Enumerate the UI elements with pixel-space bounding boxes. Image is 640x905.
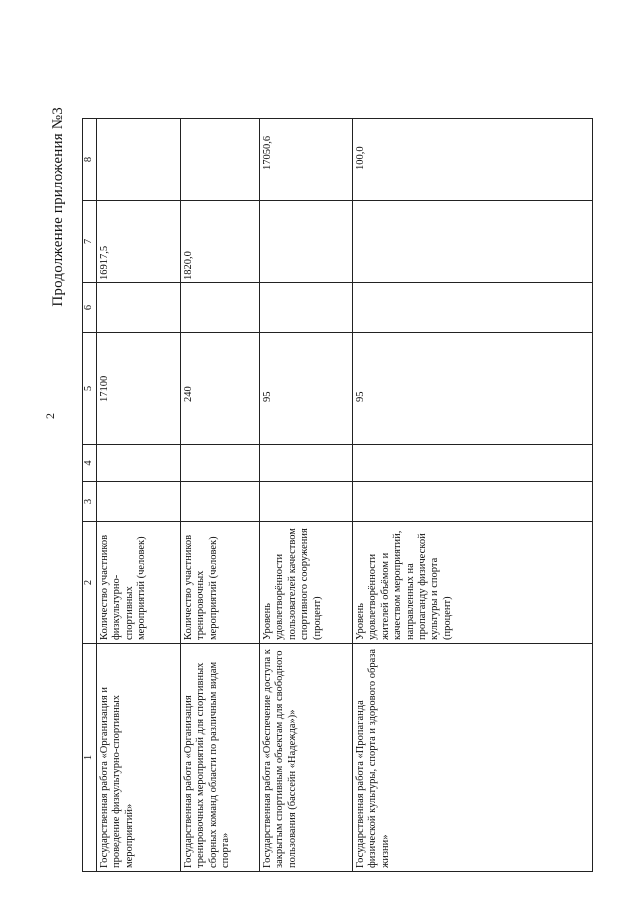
cell-col5: 240: [181, 333, 260, 445]
work-name-cell: Государственная работа «Обеспечение доступа к закрытым спортивным объектам для свободного пользования (бассейн «Надежда»)»: [260, 644, 353, 872]
cell-col4: [353, 445, 593, 482]
table-row: [97, 119, 181, 872]
cell-col6: [260, 283, 353, 333]
table-row: [181, 119, 260, 872]
cell-col8: 100,0: [353, 119, 593, 201]
column-header: 4: [83, 445, 97, 482]
cell-col7: [260, 201, 353, 283]
column-header: 8: [83, 119, 97, 201]
cell-col3: [97, 482, 181, 522]
appendix-table: [82, 118, 593, 872]
work-name-cell: Государственная работа «Организация и проведение физкультурно-спортивных мероприятий»: [97, 644, 181, 872]
column-header: 3: [83, 482, 97, 522]
cell-col6: [181, 283, 260, 333]
cell-col7: 1820,0: [181, 201, 260, 283]
cell-col4: [181, 445, 260, 482]
cell-col5: 95: [260, 333, 353, 445]
cell-col5: 95: [353, 333, 593, 445]
cell-col8: 17050,6: [260, 119, 353, 201]
cell-col6: [353, 283, 593, 333]
column-header: 2: [83, 522, 97, 644]
cell-col7: 16917,5: [97, 201, 181, 283]
indicator-cell: Уровень удовлетворённости жителей объёмом и качеством мероприятий, направленных на пропаганду физической культуры и спорта (процент): [353, 522, 593, 644]
column-header: 7: [83, 201, 97, 283]
cell-col5: 17100: [97, 333, 181, 445]
indicator-cell: Уровень удовлетворённости пользователей качеством спортивного сооружения (процент): [260, 522, 353, 644]
cell-col4: [260, 445, 353, 482]
cell-col4: [97, 445, 181, 482]
column-header: 5: [83, 333, 97, 445]
table-header-row: [83, 119, 97, 872]
page-number: 2: [43, 413, 57, 419]
cell-col6: [97, 283, 181, 333]
cell-col7: [353, 201, 593, 283]
continuation-label: Продолжение приложения №3: [50, 107, 66, 307]
table-row: [260, 119, 353, 872]
cell-col3: [181, 482, 260, 522]
cell-col3: [260, 482, 353, 522]
rotated-page-content: [44, 17, 569, 872]
cell-col3: [353, 482, 593, 522]
indicator-cell: Количество участников физкультурно-спортивных мероприятий (человек): [97, 522, 181, 644]
work-name-cell: Государственная работа «Пропаганда физической культуры, спорта и здорового образа жизни»: [353, 644, 593, 872]
cell-col8: [181, 119, 260, 201]
column-header: 6: [83, 283, 97, 333]
indicator-cell: Количество участников тренировочных мероприятий (человек): [181, 522, 260, 644]
work-name-cell: Государственная работа «Организация тренировочных мероприятий для спортивных сборных команд области по различным видам спорта»: [181, 644, 260, 872]
cell-col8: [97, 119, 181, 201]
table-row: [353, 119, 593, 872]
column-header: 1: [83, 644, 97, 872]
